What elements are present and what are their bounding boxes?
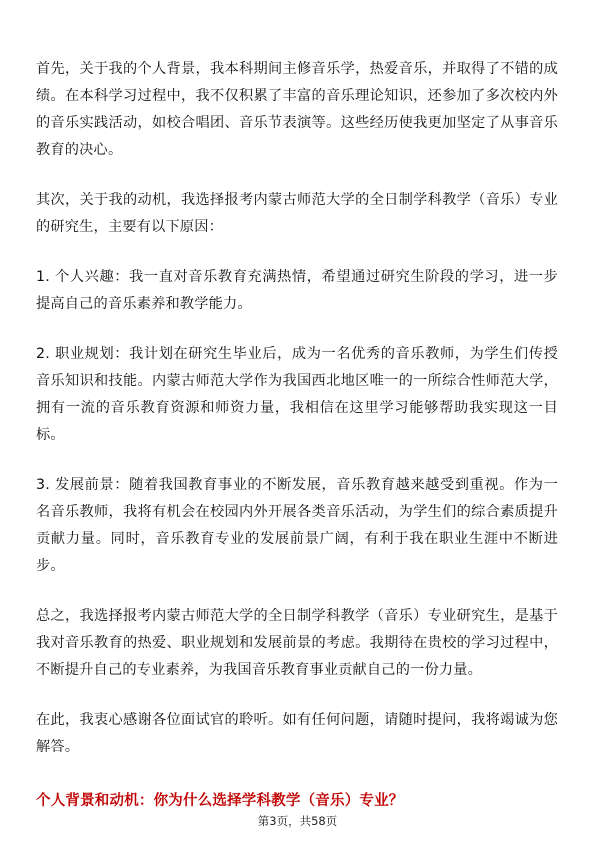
document-body bbox=[36, 56, 558, 784]
paragraph-summary: 总之，我选择报考内蒙古师范大学的全日制学科教学（音乐）专业研究生，是基于我对音乐教育的热爱、职业规划和发展前景的考虑。我期待在贵校的学习过程中，不断提升自己的专业素养，为我国音乐教育事业贡献自己的一份力量。 bbox=[36, 608, 558, 678]
paragraph-thanks: 在此，我衷心感谢各位面试官的聆听。如有任何问题，请随时提问，我将竭诚为您解答。 bbox=[36, 712, 558, 755]
paragraph-development-prospect: 3. 发展前景：随着我国教育事业的不断发展，音乐教育越来越受到重视。作为一名音乐教师，我将有机会在校园内外开展各类音乐活动，为学生们的综合素质提升贡献力量。同时，音乐教育专业的发展前景广阔，有利于我在职业生涯中不断进步。 bbox=[36, 477, 558, 574]
section-heading: 个人背景和动机：你为什么选择学科教学（音乐）专业？ bbox=[36, 793, 404, 809]
page-number-footer: 第3页，共58页 bbox=[257, 814, 338, 828]
paragraph-career-plan: 2. 职业规划：我计划在研究生毕业后，成为一名优秀的音乐教师，为学生们传授音乐知识和技能。内蒙古师范大学作为我国西北地区唯一的一所综合性师范大学，拥有一流的音乐教育资源和师资力量，我相信在这里学习能够帮助我实现这一目标。 bbox=[36, 346, 558, 443]
paragraph-motivation-intro: 其次，关于我的动机，我选择报考内蒙古师范大学的全日制学科教学（音乐）专业的研究生，主要有以下原因： bbox=[36, 192, 558, 235]
paragraph-personal-interest: 1. 个人兴趣：我一直对音乐教育充满热情，希望通过研究生阶段的学习，进一步提高自己的音乐素养和教学能力。 bbox=[36, 269, 558, 312]
paragraph-background: 首先，关于我的个人背景，我本科期间主修音乐学，热爱音乐，并取得了不错的成绩。在本科学习过程中，我不仅积累了丰富的音乐理论知识，还参加了多次校内外的音乐实践活动，如校合唱团、音乐节表演等。这些经历使我更加坚定了从事音乐教育的决心。 bbox=[36, 61, 558, 158]
